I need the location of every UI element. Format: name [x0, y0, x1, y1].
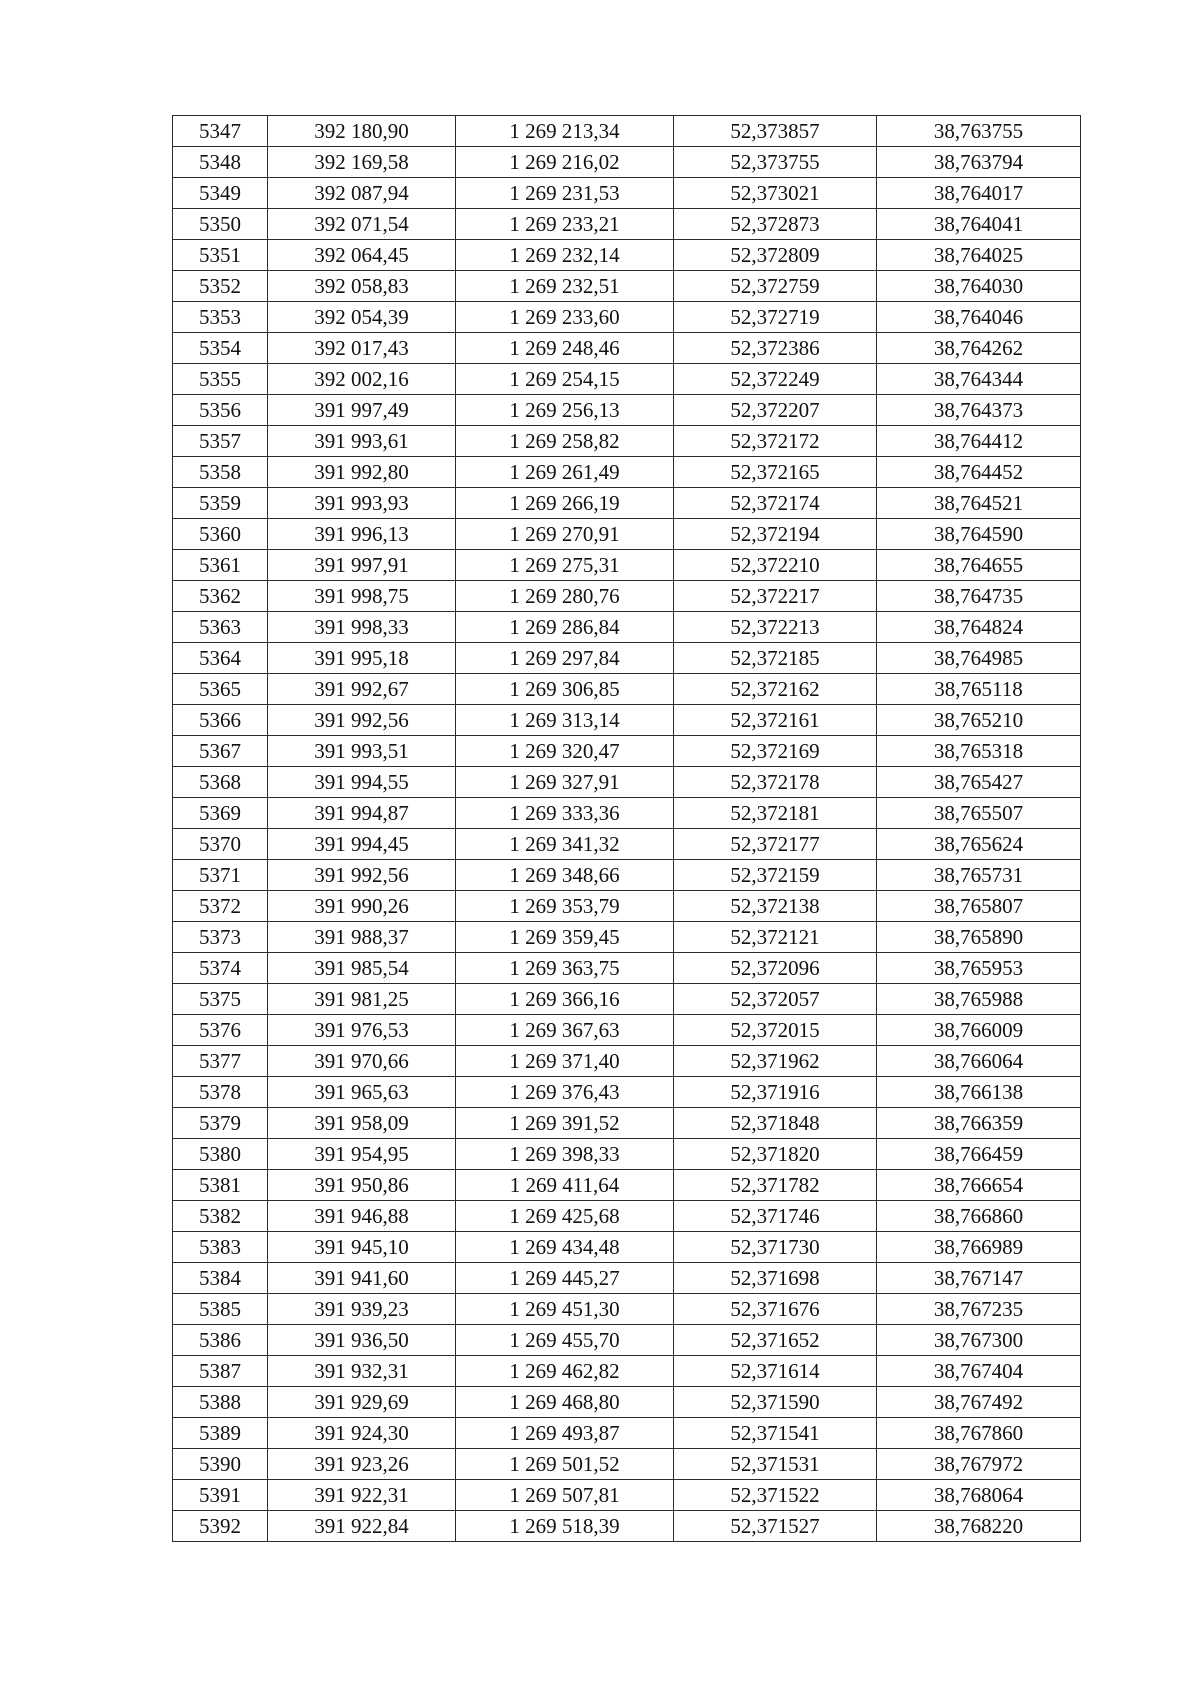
point-number-cell: 5362 [173, 581, 268, 612]
x-coordinate-cell: 391 994,55 [268, 767, 456, 798]
point-number-cell: 5364 [173, 643, 268, 674]
point-number-cell: 5349 [173, 178, 268, 209]
point-number-cell: 5352 [173, 271, 268, 302]
table-row [173, 674, 1081, 705]
longitude-cell: 38,764041 [877, 209, 1081, 240]
latitude-cell: 52,372386 [674, 333, 877, 364]
table-row [173, 767, 1081, 798]
longitude-cell: 38,764046 [877, 302, 1081, 333]
point-number-cell: 5357 [173, 426, 268, 457]
longitude-cell: 38,765988 [877, 984, 1081, 1015]
y-coordinate-cell: 1 269 231,53 [456, 178, 674, 209]
point-number-cell: 5356 [173, 395, 268, 426]
table-row [173, 860, 1081, 891]
point-number-cell: 5354 [173, 333, 268, 364]
table-row [173, 1480, 1081, 1511]
point-number-cell: 5389 [173, 1418, 268, 1449]
latitude-cell: 52,371614 [674, 1356, 877, 1387]
y-coordinate-cell: 1 269 353,79 [456, 891, 674, 922]
x-coordinate-cell: 391 922,84 [268, 1511, 456, 1542]
table-row [173, 1170, 1081, 1201]
y-coordinate-cell: 1 269 232,51 [456, 271, 674, 302]
latitude-cell: 52,372138 [674, 891, 877, 922]
table-row [173, 1511, 1081, 1542]
table-row [173, 1294, 1081, 1325]
point-number-cell: 5386 [173, 1325, 268, 1356]
x-coordinate-cell: 391 997,91 [268, 550, 456, 581]
point-number-cell: 5378 [173, 1077, 268, 1108]
point-number-cell: 5377 [173, 1046, 268, 1077]
x-coordinate-cell: 392 064,45 [268, 240, 456, 271]
table-row [173, 364, 1081, 395]
y-coordinate-cell: 1 269 398,33 [456, 1139, 674, 1170]
x-coordinate-cell: 391 997,49 [268, 395, 456, 426]
longitude-cell: 38,764521 [877, 488, 1081, 519]
latitude-cell: 52,373755 [674, 147, 877, 178]
y-coordinate-cell: 1 269 359,45 [456, 922, 674, 953]
longitude-cell: 38,767235 [877, 1294, 1081, 1325]
x-coordinate-cell: 392 017,43 [268, 333, 456, 364]
longitude-cell: 38,765731 [877, 860, 1081, 891]
table-row [173, 1387, 1081, 1418]
x-coordinate-cell: 391 924,30 [268, 1418, 456, 1449]
coordinates-table-body [173, 116, 1081, 1542]
y-coordinate-cell: 1 269 216,02 [456, 147, 674, 178]
latitude-cell: 52,372165 [674, 457, 877, 488]
latitude-cell: 52,372172 [674, 426, 877, 457]
longitude-cell: 38,766459 [877, 1139, 1081, 1170]
y-coordinate-cell: 1 269 297,84 [456, 643, 674, 674]
longitude-cell: 38,766064 [877, 1046, 1081, 1077]
x-coordinate-cell: 391 941,60 [268, 1263, 456, 1294]
table-row [173, 209, 1081, 240]
y-coordinate-cell: 1 269 493,87 [456, 1418, 674, 1449]
table-row [173, 1418, 1081, 1449]
latitude-cell: 52,371527 [674, 1511, 877, 1542]
longitude-cell: 38,763755 [877, 116, 1081, 147]
longitude-cell: 38,764824 [877, 612, 1081, 643]
longitude-cell: 38,767300 [877, 1325, 1081, 1356]
y-coordinate-cell: 1 269 280,76 [456, 581, 674, 612]
longitude-cell: 38,764373 [877, 395, 1081, 426]
table-row [173, 1046, 1081, 1077]
point-number-cell: 5392 [173, 1511, 268, 1542]
table-row [173, 612, 1081, 643]
latitude-cell: 52,373857 [674, 116, 877, 147]
longitude-cell: 38,765953 [877, 953, 1081, 984]
latitude-cell: 52,371730 [674, 1232, 877, 1263]
y-coordinate-cell: 1 269 366,16 [456, 984, 674, 1015]
latitude-cell: 52,372249 [674, 364, 877, 395]
y-coordinate-cell: 1 269 327,91 [456, 767, 674, 798]
x-coordinate-cell: 391 950,86 [268, 1170, 456, 1201]
longitude-cell: 38,766860 [877, 1201, 1081, 1232]
x-coordinate-cell: 391 932,31 [268, 1356, 456, 1387]
point-number-cell: 5391 [173, 1480, 268, 1511]
x-coordinate-cell: 391 958,09 [268, 1108, 456, 1139]
point-number-cell: 5376 [173, 1015, 268, 1046]
y-coordinate-cell: 1 269 371,40 [456, 1046, 674, 1077]
point-number-cell: 5350 [173, 209, 268, 240]
latitude-cell: 52,372177 [674, 829, 877, 860]
table-row [173, 829, 1081, 860]
table-row [173, 116, 1081, 147]
point-number-cell: 5353 [173, 302, 268, 333]
point-number-cell: 5347 [173, 116, 268, 147]
table-row [173, 519, 1081, 550]
x-coordinate-cell: 391 998,33 [268, 612, 456, 643]
x-coordinate-cell: 391 970,66 [268, 1046, 456, 1077]
x-coordinate-cell: 391 992,67 [268, 674, 456, 705]
longitude-cell: 38,767404 [877, 1356, 1081, 1387]
x-coordinate-cell: 392 002,16 [268, 364, 456, 395]
latitude-cell: 52,371541 [674, 1418, 877, 1449]
x-coordinate-cell: 391 922,31 [268, 1480, 456, 1511]
x-coordinate-cell: 391 939,23 [268, 1294, 456, 1325]
table-row [173, 984, 1081, 1015]
longitude-cell: 38,764985 [877, 643, 1081, 674]
y-coordinate-cell: 1 269 286,84 [456, 612, 674, 643]
table-row [173, 798, 1081, 829]
point-number-cell: 5375 [173, 984, 268, 1015]
x-coordinate-cell: 391 981,25 [268, 984, 456, 1015]
x-coordinate-cell: 391 992,80 [268, 457, 456, 488]
y-coordinate-cell: 1 269 313,14 [456, 705, 674, 736]
table-row [173, 1232, 1081, 1263]
latitude-cell: 52,372178 [674, 767, 877, 798]
y-coordinate-cell: 1 269 233,60 [456, 302, 674, 333]
latitude-cell: 52,371698 [674, 1263, 877, 1294]
point-number-cell: 5358 [173, 457, 268, 488]
longitude-cell: 38,766359 [877, 1108, 1081, 1139]
y-coordinate-cell: 1 269 270,91 [456, 519, 674, 550]
x-coordinate-cell: 392 054,39 [268, 302, 456, 333]
y-coordinate-cell: 1 269 434,48 [456, 1232, 674, 1263]
table-row [173, 1325, 1081, 1356]
latitude-cell: 52,373021 [674, 178, 877, 209]
x-coordinate-cell: 392 169,58 [268, 147, 456, 178]
latitude-cell: 52,371916 [674, 1077, 877, 1108]
longitude-cell: 38,765807 [877, 891, 1081, 922]
y-coordinate-cell: 1 269 266,19 [456, 488, 674, 519]
table-row [173, 643, 1081, 674]
y-coordinate-cell: 1 269 256,13 [456, 395, 674, 426]
table-row [173, 1077, 1081, 1108]
latitude-cell: 52,372121 [674, 922, 877, 953]
latitude-cell: 52,372809 [674, 240, 877, 271]
y-coordinate-cell: 1 269 254,15 [456, 364, 674, 395]
y-coordinate-cell: 1 269 341,32 [456, 829, 674, 860]
table-row [173, 953, 1081, 984]
point-number-cell: 5365 [173, 674, 268, 705]
table-row [173, 1108, 1081, 1139]
table-row [173, 426, 1081, 457]
x-coordinate-cell: 391 929,69 [268, 1387, 456, 1418]
latitude-cell: 52,372181 [674, 798, 877, 829]
longitude-cell: 38,765118 [877, 674, 1081, 705]
point-number-cell: 5387 [173, 1356, 268, 1387]
y-coordinate-cell: 1 269 306,85 [456, 674, 674, 705]
x-coordinate-cell: 391 994,45 [268, 829, 456, 860]
y-coordinate-cell: 1 269 258,82 [456, 426, 674, 457]
x-coordinate-cell: 391 996,13 [268, 519, 456, 550]
x-coordinate-cell: 391 985,54 [268, 953, 456, 984]
x-coordinate-cell: 391 992,56 [268, 860, 456, 891]
y-coordinate-cell: 1 269 518,39 [456, 1511, 674, 1542]
y-coordinate-cell: 1 269 363,75 [456, 953, 674, 984]
x-coordinate-cell: 391 954,95 [268, 1139, 456, 1170]
table-row [173, 1263, 1081, 1294]
latitude-cell: 52,371531 [674, 1449, 877, 1480]
latitude-cell: 52,372207 [674, 395, 877, 426]
y-coordinate-cell: 1 269 501,52 [456, 1449, 674, 1480]
longitude-cell: 38,765507 [877, 798, 1081, 829]
latitude-cell: 52,371848 [674, 1108, 877, 1139]
point-number-cell: 5383 [173, 1232, 268, 1263]
x-coordinate-cell: 391 995,18 [268, 643, 456, 674]
longitude-cell: 38,767492 [877, 1387, 1081, 1418]
longitude-cell: 38,764735 [877, 581, 1081, 612]
table-row [173, 395, 1081, 426]
y-coordinate-cell: 1 269 261,49 [456, 457, 674, 488]
point-number-cell: 5390 [173, 1449, 268, 1480]
table-row [173, 178, 1081, 209]
y-coordinate-cell: 1 269 425,68 [456, 1201, 674, 1232]
latitude-cell: 52,372161 [674, 705, 877, 736]
x-coordinate-cell: 391 993,51 [268, 736, 456, 767]
point-number-cell: 5388 [173, 1387, 268, 1418]
x-coordinate-cell: 392 087,94 [268, 178, 456, 209]
table-row [173, 1356, 1081, 1387]
x-coordinate-cell: 391 923,26 [268, 1449, 456, 1480]
x-coordinate-cell: 391 994,87 [268, 798, 456, 829]
latitude-cell: 52,371652 [674, 1325, 877, 1356]
latitude-cell: 52,372015 [674, 1015, 877, 1046]
point-number-cell: 5385 [173, 1294, 268, 1325]
coordinates-table [172, 115, 1081, 1542]
point-number-cell: 5368 [173, 767, 268, 798]
table-row [173, 736, 1081, 767]
latitude-cell: 52,372719 [674, 302, 877, 333]
point-number-cell: 5363 [173, 612, 268, 643]
y-coordinate-cell: 1 269 248,46 [456, 333, 674, 364]
y-coordinate-cell: 1 269 320,47 [456, 736, 674, 767]
point-number-cell: 5351 [173, 240, 268, 271]
point-number-cell: 5348 [173, 147, 268, 178]
latitude-cell: 52,372759 [674, 271, 877, 302]
longitude-cell: 38,765890 [877, 922, 1081, 953]
x-coordinate-cell: 391 965,63 [268, 1077, 456, 1108]
table-row [173, 271, 1081, 302]
longitude-cell: 38,764025 [877, 240, 1081, 271]
longitude-cell: 38,763794 [877, 147, 1081, 178]
longitude-cell: 38,764344 [877, 364, 1081, 395]
point-number-cell: 5373 [173, 922, 268, 953]
x-coordinate-cell: 391 998,75 [268, 581, 456, 612]
point-number-cell: 5371 [173, 860, 268, 891]
y-coordinate-cell: 1 269 391,52 [456, 1108, 674, 1139]
table-row [173, 1201, 1081, 1232]
point-number-cell: 5369 [173, 798, 268, 829]
latitude-cell: 52,372057 [674, 984, 877, 1015]
point-number-cell: 5367 [173, 736, 268, 767]
latitude-cell: 52,372210 [674, 550, 877, 581]
point-number-cell: 5360 [173, 519, 268, 550]
table-row [173, 240, 1081, 271]
longitude-cell: 38,766138 [877, 1077, 1081, 1108]
y-coordinate-cell: 1 269 462,82 [456, 1356, 674, 1387]
table-row [173, 891, 1081, 922]
longitude-cell: 38,768220 [877, 1511, 1081, 1542]
longitude-cell: 38,766654 [877, 1170, 1081, 1201]
x-coordinate-cell: 391 936,50 [268, 1325, 456, 1356]
longitude-cell: 38,768064 [877, 1480, 1081, 1511]
x-coordinate-cell: 392 180,90 [268, 116, 456, 147]
latitude-cell: 52,371522 [674, 1480, 877, 1511]
latitude-cell: 52,371820 [674, 1139, 877, 1170]
table-row [173, 1449, 1081, 1480]
table-row [173, 457, 1081, 488]
y-coordinate-cell: 1 269 233,21 [456, 209, 674, 240]
longitude-cell: 38,766009 [877, 1015, 1081, 1046]
x-coordinate-cell: 391 988,37 [268, 922, 456, 953]
y-coordinate-cell: 1 269 348,66 [456, 860, 674, 891]
x-coordinate-cell: 391 945,10 [268, 1232, 456, 1263]
table-row [173, 302, 1081, 333]
longitude-cell: 38,767860 [877, 1418, 1081, 1449]
longitude-cell: 38,764017 [877, 178, 1081, 209]
x-coordinate-cell: 391 993,93 [268, 488, 456, 519]
y-coordinate-cell: 1 269 507,81 [456, 1480, 674, 1511]
latitude-cell: 52,371590 [674, 1387, 877, 1418]
latitude-cell: 52,372185 [674, 643, 877, 674]
table-row [173, 705, 1081, 736]
table-row [173, 922, 1081, 953]
latitude-cell: 52,372174 [674, 488, 877, 519]
longitude-cell: 38,764452 [877, 457, 1081, 488]
latitude-cell: 52,372217 [674, 581, 877, 612]
latitude-cell: 52,371676 [674, 1294, 877, 1325]
table-row [173, 581, 1081, 612]
longitude-cell: 38,767147 [877, 1263, 1081, 1294]
table-row [173, 550, 1081, 581]
point-number-cell: 5359 [173, 488, 268, 519]
latitude-cell: 52,372096 [674, 953, 877, 984]
x-coordinate-cell: 392 058,83 [268, 271, 456, 302]
table-row [173, 488, 1081, 519]
y-coordinate-cell: 1 269 468,80 [456, 1387, 674, 1418]
point-number-cell: 5361 [173, 550, 268, 581]
point-number-cell: 5382 [173, 1201, 268, 1232]
longitude-cell: 38,765624 [877, 829, 1081, 860]
y-coordinate-cell: 1 269 232,14 [456, 240, 674, 271]
x-coordinate-cell: 391 990,26 [268, 891, 456, 922]
point-number-cell: 5355 [173, 364, 268, 395]
latitude-cell: 52,371746 [674, 1201, 877, 1232]
y-coordinate-cell: 1 269 367,63 [456, 1015, 674, 1046]
latitude-cell: 52,372213 [674, 612, 877, 643]
longitude-cell: 38,764030 [877, 271, 1081, 302]
longitude-cell: 38,764590 [877, 519, 1081, 550]
y-coordinate-cell: 1 269 333,36 [456, 798, 674, 829]
table-row [173, 1015, 1081, 1046]
longitude-cell: 38,764412 [877, 426, 1081, 457]
y-coordinate-cell: 1 269 445,27 [456, 1263, 674, 1294]
longitude-cell: 38,765318 [877, 736, 1081, 767]
x-coordinate-cell: 392 071,54 [268, 209, 456, 240]
x-coordinate-cell: 391 946,88 [268, 1201, 456, 1232]
longitude-cell: 38,767972 [877, 1449, 1081, 1480]
y-coordinate-cell: 1 269 376,43 [456, 1077, 674, 1108]
latitude-cell: 52,372159 [674, 860, 877, 891]
x-coordinate-cell: 391 976,53 [268, 1015, 456, 1046]
table-row [173, 1139, 1081, 1170]
y-coordinate-cell: 1 269 451,30 [456, 1294, 674, 1325]
longitude-cell: 38,764262 [877, 333, 1081, 364]
y-coordinate-cell: 1 269 275,31 [456, 550, 674, 581]
longitude-cell: 38,765427 [877, 767, 1081, 798]
latitude-cell: 52,372169 [674, 736, 877, 767]
point-number-cell: 5381 [173, 1170, 268, 1201]
y-coordinate-cell: 1 269 213,34 [456, 116, 674, 147]
x-coordinate-cell: 391 992,56 [268, 705, 456, 736]
longitude-cell: 38,766989 [877, 1232, 1081, 1263]
latitude-cell: 52,371962 [674, 1046, 877, 1077]
longitude-cell: 38,764655 [877, 550, 1081, 581]
table-row [173, 333, 1081, 364]
point-number-cell: 5370 [173, 829, 268, 860]
point-number-cell: 5380 [173, 1139, 268, 1170]
point-number-cell: 5379 [173, 1108, 268, 1139]
point-number-cell: 5374 [173, 953, 268, 984]
latitude-cell: 52,372162 [674, 674, 877, 705]
y-coordinate-cell: 1 269 411,64 [456, 1170, 674, 1201]
longitude-cell: 38,765210 [877, 705, 1081, 736]
point-number-cell: 5384 [173, 1263, 268, 1294]
y-coordinate-cell: 1 269 455,70 [456, 1325, 674, 1356]
x-coordinate-cell: 391 993,61 [268, 426, 456, 457]
latitude-cell: 52,372873 [674, 209, 877, 240]
point-number-cell: 5372 [173, 891, 268, 922]
latitude-cell: 52,372194 [674, 519, 877, 550]
latitude-cell: 52,371782 [674, 1170, 877, 1201]
point-number-cell: 5366 [173, 705, 268, 736]
table-row [173, 147, 1081, 178]
